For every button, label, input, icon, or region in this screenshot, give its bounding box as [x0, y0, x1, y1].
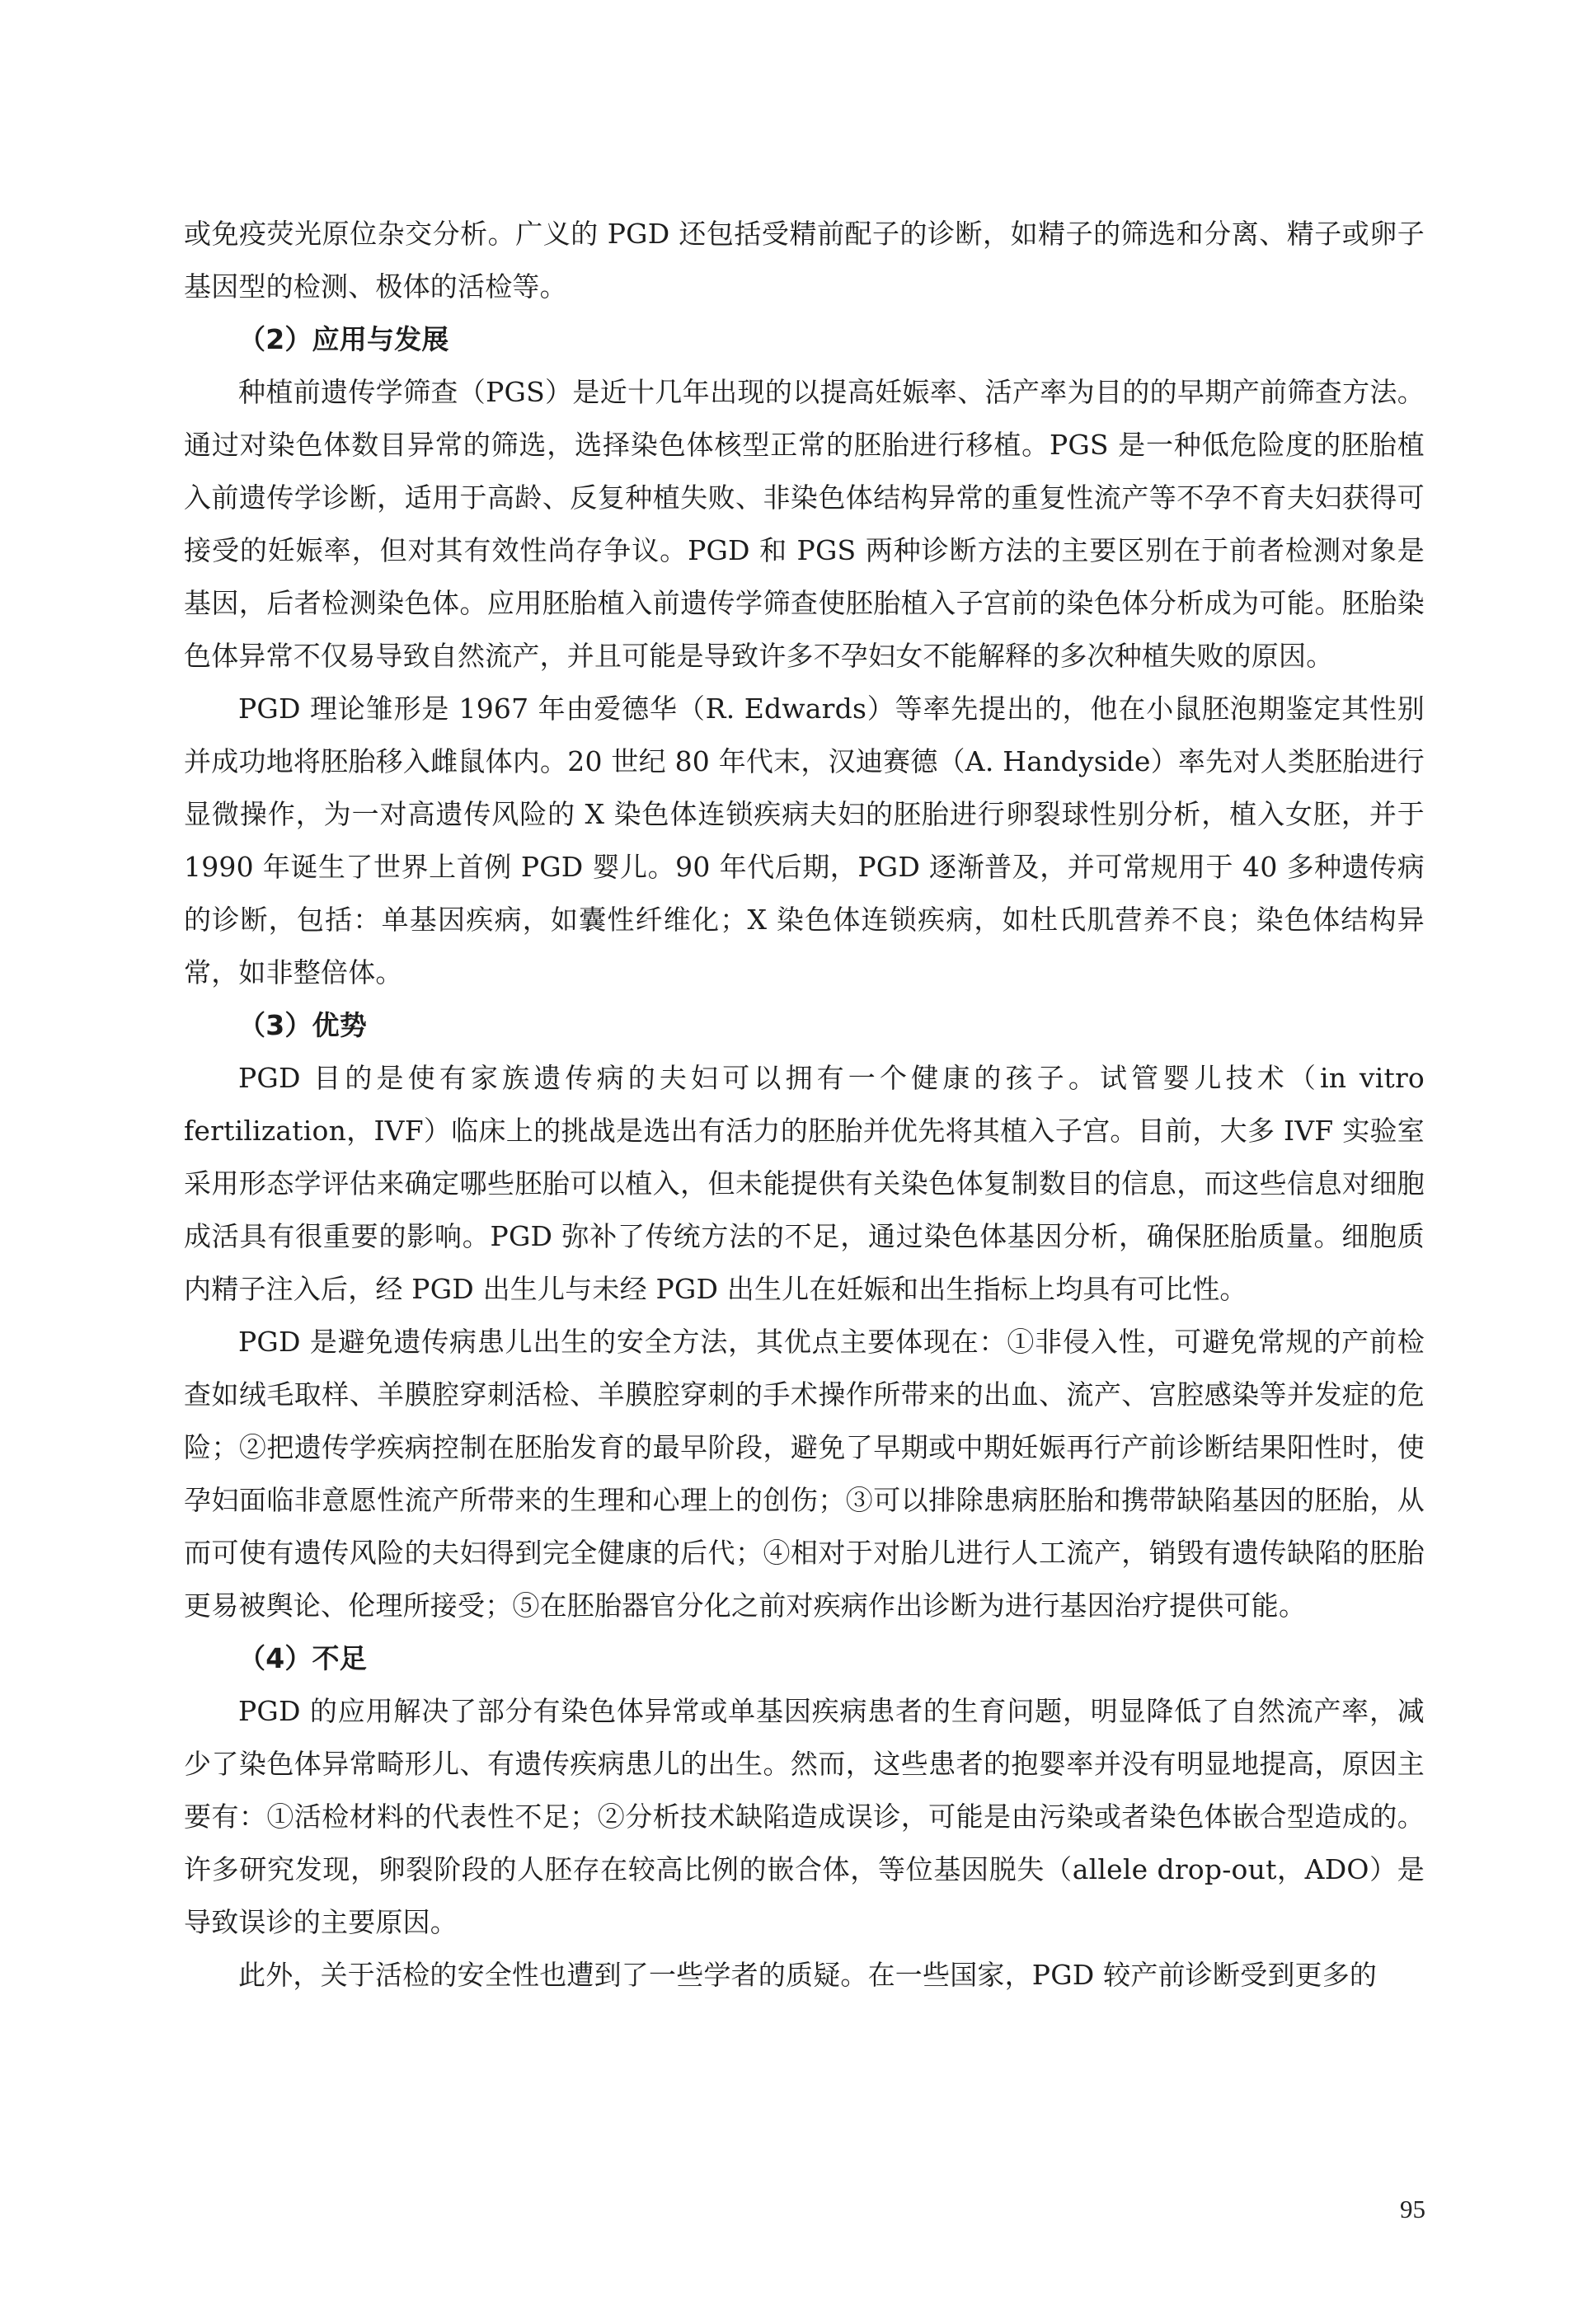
- page-number: 95: [1400, 2195, 1425, 2223]
- section-heading-advantages: （3）优势: [238, 1009, 367, 1041]
- paragraph-pgd-history: PGD 理论雏形是 1967 年由爱德华（R. Edwards）等率先提出的，他在小鼠胚泡期鉴定其性别并成功地将胚胎移入雌鼠体内。20 世纪 80 年代末，汉迪赛德（A. Handyside）率先对人类胚胎进行显微操作，为一对高遗传风险的 X 染色体连锁疾病夫妇的胚胎进行卵裂球性别分析，植入女胚，并于 1990 年诞生了世界上首例 PGD 婴儿。90 年代后期，PGD 逐渐普及，并可常规用于 40 多种遗传病的诊断，包括：单基因疾病，如囊性纤维化；X 染色体连锁疾病，如杜氏肌营养不良；染色体结构异常，如非整倍体。: [184, 693, 1425, 988]
- continuation-paragraph: 或免疫荧光原位杂交分析。广义的 PGD 还包括受精前配子的诊断，如精子的筛选和分离、精子或卵子基因型的检测、极体的活检等。: [184, 218, 1425, 303]
- paragraph-pgs-overview: 种植前遗传学筛查（PGS）是近十几年出现的以提高妊娠率、活产率为目的的早期产前筛查方法。通过对染色体数目异常的筛选，选择染色体核型正常的胚胎进行移植。PGS 是一种低危险度的胚胎植入前遗传学诊断，适用于高龄、反复种植失败、非染色体结构异常的重复性流产等不孕不育夫妇获得可接受的妊娠率，但对其有效性尚存争议。PGD 和 PGS 两种诊断方法的主要区别在于前者检测对象是基因，后者检测染色体。应用胚胎植入前遗传学筛查使胚胎植入子宫前的染色体分析成为可能。胚胎染色体异常不仅易导致自然流产，并且可能是导致许多不孕妇女不能解释的多次种植失败的原因。: [184, 376, 1425, 672]
- paragraph-pgd-purpose: PGD 目的是使有家族遗传病的夫妇可以拥有一个健康的孩子。试管婴儿技术（in vitro fertilization，IVF）临床上的挑战是选出有活力的胚胎并优先将其植入子宫。目前，大多 IVF 实验室采用形态学评估来确定哪些胚胎可以植入，但未能提供有关染色体复制数目的信息，而这些信息对细胞成活具有很重要的影响。PGD 弥补了传统方法的不足，通过染色体基因分析，确保胚胎质量。细胞质内精子注入后，经 PGD 出生儿与未经 PGD 出生儿在妊娠和出生指标上均具有可比性。: [184, 1062, 1425, 1305]
- paragraph-pgd-limitations: PGD 的应用解决了部分有染色体异常或单基因疾病患者的生育问题，明显降低了自然流产率，减少了染色体异常畸形儿、有遗传疾病患儿的出生。然而，这些患者的抱婴率并没有明显地提高，原因主要有：①活检材料的代表性不足；②分析技术缺陷造成误诊，可能是由污染或者染色体嵌合型造成的。许多研究发现，卵裂阶段的人胚存在较高比例的嵌合体，等位基因脱失（allele drop-out，ADO）是导致误诊的主要原因。: [184, 1695, 1425, 1938]
- paragraph-biopsy-safety: 此外，关于活检的安全性也遭到了一些学者的质疑。在一些国家，PGD 较产前诊断受到更多的: [238, 1959, 1378, 1991]
- page-content: [184, 208, 1425, 2002]
- section-heading-limitations: （4）不足: [238, 1642, 367, 1674]
- section-heading-application-development: （2）应用与发展: [238, 323, 449, 355]
- paragraph-pgd-benefits: PGD 是避免遗传病患儿出生的安全方法，其优点主要体现在：①非侵入性，可避免常规的产前检查如绒毛取样、羊膜腔穿刺活检、羊膜腔穿刺的手术操作所带来的出血、流产、宫腔感染等并发症的危险；②把遗传学疾病控制在胚胎发育的最早阶段，避免了早期或中期妊娠再行产前诊断结果阳性时，使孕妇面临非意愿性流产所带来的生理和心理上的创伤；③可以排除患病胚胎和携带缺陷基因的胚胎，从而可使有遗传风险的夫妇得到完全健康的后代；④相对于对胎儿进行人工流产，销毁有遗传缺陷的胚胎更易被舆论、伦理所接受；⑤在胚胎器官分化之前对疾病作出诊断为进行基因治疗提供可能。: [184, 1326, 1425, 1622]
